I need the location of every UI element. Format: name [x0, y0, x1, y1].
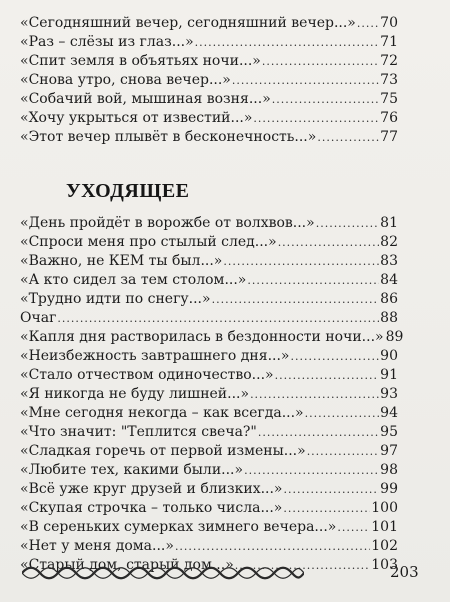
dot-leader: [283, 499, 370, 518]
toc-entry-title: «Нет у меня дома...»: [20, 538, 174, 554]
toc-row: [20, 33, 398, 52]
toc-entry-page: 71: [380, 34, 398, 50]
toc-row: [20, 109, 398, 128]
toc-entry-title: «Мне сегодня некогда – как всегда...»: [20, 405, 304, 421]
toc-row: [20, 537, 398, 556]
dot-leader: [307, 442, 379, 461]
toc-entry-title: Очаг: [20, 310, 57, 326]
toc-entry-title: «Снова утро, снова вечер...»: [20, 72, 231, 88]
toc-row: [20, 518, 398, 537]
toc-entry-page: 89: [385, 329, 404, 345]
toc-entry-title: «А кто сидел за тем столом...»: [20, 272, 247, 288]
toc-row: [20, 128, 398, 147]
toc-list-top: [20, 14, 398, 147]
toc-row: [20, 328, 404, 347]
dot-leader: [57, 309, 379, 328]
toc-entry-page: 77: [380, 129, 398, 145]
toc-row: [20, 14, 398, 33]
toc-entry-page: 86: [380, 291, 398, 307]
dot-leader: [275, 366, 380, 385]
toc-entry-page: 82: [380, 234, 398, 250]
toc-entry-page: 100: [371, 500, 398, 516]
dot-leader: [317, 128, 379, 147]
dot-leader: [232, 71, 379, 90]
toc-row: [20, 423, 398, 442]
toc-entry-page: 91: [380, 367, 398, 383]
toc-entry-page: 70: [380, 15, 398, 31]
toc-entry-title: «Всё уже круг друзей и близких...»: [20, 481, 283, 497]
toc-entry-title: «Спроси меня про стылый след...»: [20, 234, 277, 250]
toc-row: [20, 442, 398, 461]
dot-leader: [253, 109, 379, 128]
toc-entry-page: 99: [380, 481, 398, 497]
toc-entry-title: «Сегодняшний вечер, сегодняшний вечер...»: [20, 15, 356, 31]
toc-entry-title: «Что значит: "Теплится свеча?": [20, 424, 257, 440]
dot-leader: [258, 423, 379, 442]
dot-leader: [212, 290, 380, 309]
dot-leader: [247, 271, 379, 290]
dot-leader: [223, 252, 379, 271]
toc-row: [20, 214, 398, 233]
toc-row: [20, 499, 398, 518]
toc-entry-page: 93: [380, 386, 398, 402]
toc-entry-title: «В сереньких сумерках зимнего вечера...»: [20, 519, 337, 535]
toc-entry-page: 98: [380, 462, 398, 478]
toc-row: [20, 347, 398, 366]
toc-entry-title: «День пройдёт в ворожбе от волхвов...»: [20, 215, 315, 231]
toc-entry-page: 97: [380, 443, 398, 459]
dot-leader: [272, 90, 379, 109]
dot-leader: [357, 14, 379, 33]
toc-entry-page: 90: [380, 348, 398, 364]
toc-entry-page: 88: [380, 310, 398, 326]
toc-entry-page: 72: [380, 53, 398, 69]
toc-entry-title: «Неизбежность завтрашнего дня...»: [20, 348, 290, 364]
toc-row: [20, 385, 398, 404]
toc-row: [20, 290, 398, 309]
toc-row: [20, 461, 398, 480]
page-number: 203: [390, 563, 419, 581]
toc-entry-title: «Старый дом, старый дом...»: [20, 557, 234, 573]
toc-entry-title: «Собачий вой, мышиная возня...»: [20, 91, 271, 107]
dot-leader: [278, 233, 379, 252]
toc-entry-page: 101: [371, 519, 398, 535]
section-heading: УХОДЯЩЕЕ: [66, 180, 190, 202]
toc-row: [20, 252, 398, 271]
toc-entry-title: «Этот вечер плывёт в бесконечность...»: [20, 129, 317, 145]
dot-leader: [337, 518, 370, 537]
dot-leader: [250, 385, 379, 404]
toc-row: [20, 309, 398, 328]
toc-entry-title: «Хочу укрыться от известий...»: [20, 110, 253, 126]
dot-leader: [316, 214, 379, 233]
toc-row: [20, 480, 398, 499]
toc-entry-title: «Скупая строчка – только числа...»: [20, 500, 283, 516]
dot-leader: [262, 52, 379, 71]
toc-row: [20, 233, 398, 252]
toc-list-bottom: [20, 214, 404, 575]
toc-entry-page: 102: [371, 538, 398, 554]
toc-entry-title: «Спит земля в объятьях ночи...»: [20, 53, 261, 69]
dot-leader: [175, 537, 370, 556]
toc-row: [20, 404, 398, 423]
dot-leader: [305, 404, 380, 423]
toc-row: [20, 271, 398, 290]
toc-entry-title: «Я никогда не буду лишней...»: [20, 386, 250, 402]
toc-entry-title: «Любите тех, какими были...»: [20, 462, 244, 478]
toc-entry-title: «Стало отчеством одиночество...»: [20, 367, 274, 383]
toc-row: [20, 71, 398, 90]
toc-entry-title: «Трудно идти по снегу...»: [20, 291, 211, 307]
dot-leader: [195, 33, 380, 52]
dot-leader: [291, 347, 380, 366]
toc-row: [20, 366, 398, 385]
toc-row: [20, 90, 398, 109]
wave-ornament-icon: [22, 566, 304, 580]
toc-entry-page: 94: [380, 405, 398, 421]
toc-entry-page: 95: [380, 424, 398, 440]
toc-entry-title: «Капля дня растворилась в бездонности ночи...»: [20, 329, 384, 345]
toc-entry-title: «Сладкая горечь от первой измены...»: [20, 443, 306, 459]
toc-entry-page: 103: [371, 557, 398, 573]
toc-entry-page: 73: [380, 72, 398, 88]
toc-entry-title: «Раз – слёзы из глаз...»: [20, 34, 194, 50]
toc-entry-page: 83: [380, 253, 398, 269]
toc-entry-page: 75: [380, 91, 398, 107]
dot-leader: [244, 461, 379, 480]
toc-row: [20, 52, 398, 71]
toc-entry-title: «Важно, не КЕМ ты был...»: [20, 253, 223, 269]
toc-entry-page: 76: [380, 110, 398, 126]
toc-entry-page: 84: [380, 272, 398, 288]
toc-entry-page: 81: [380, 215, 398, 231]
dot-leader: [284, 480, 380, 499]
